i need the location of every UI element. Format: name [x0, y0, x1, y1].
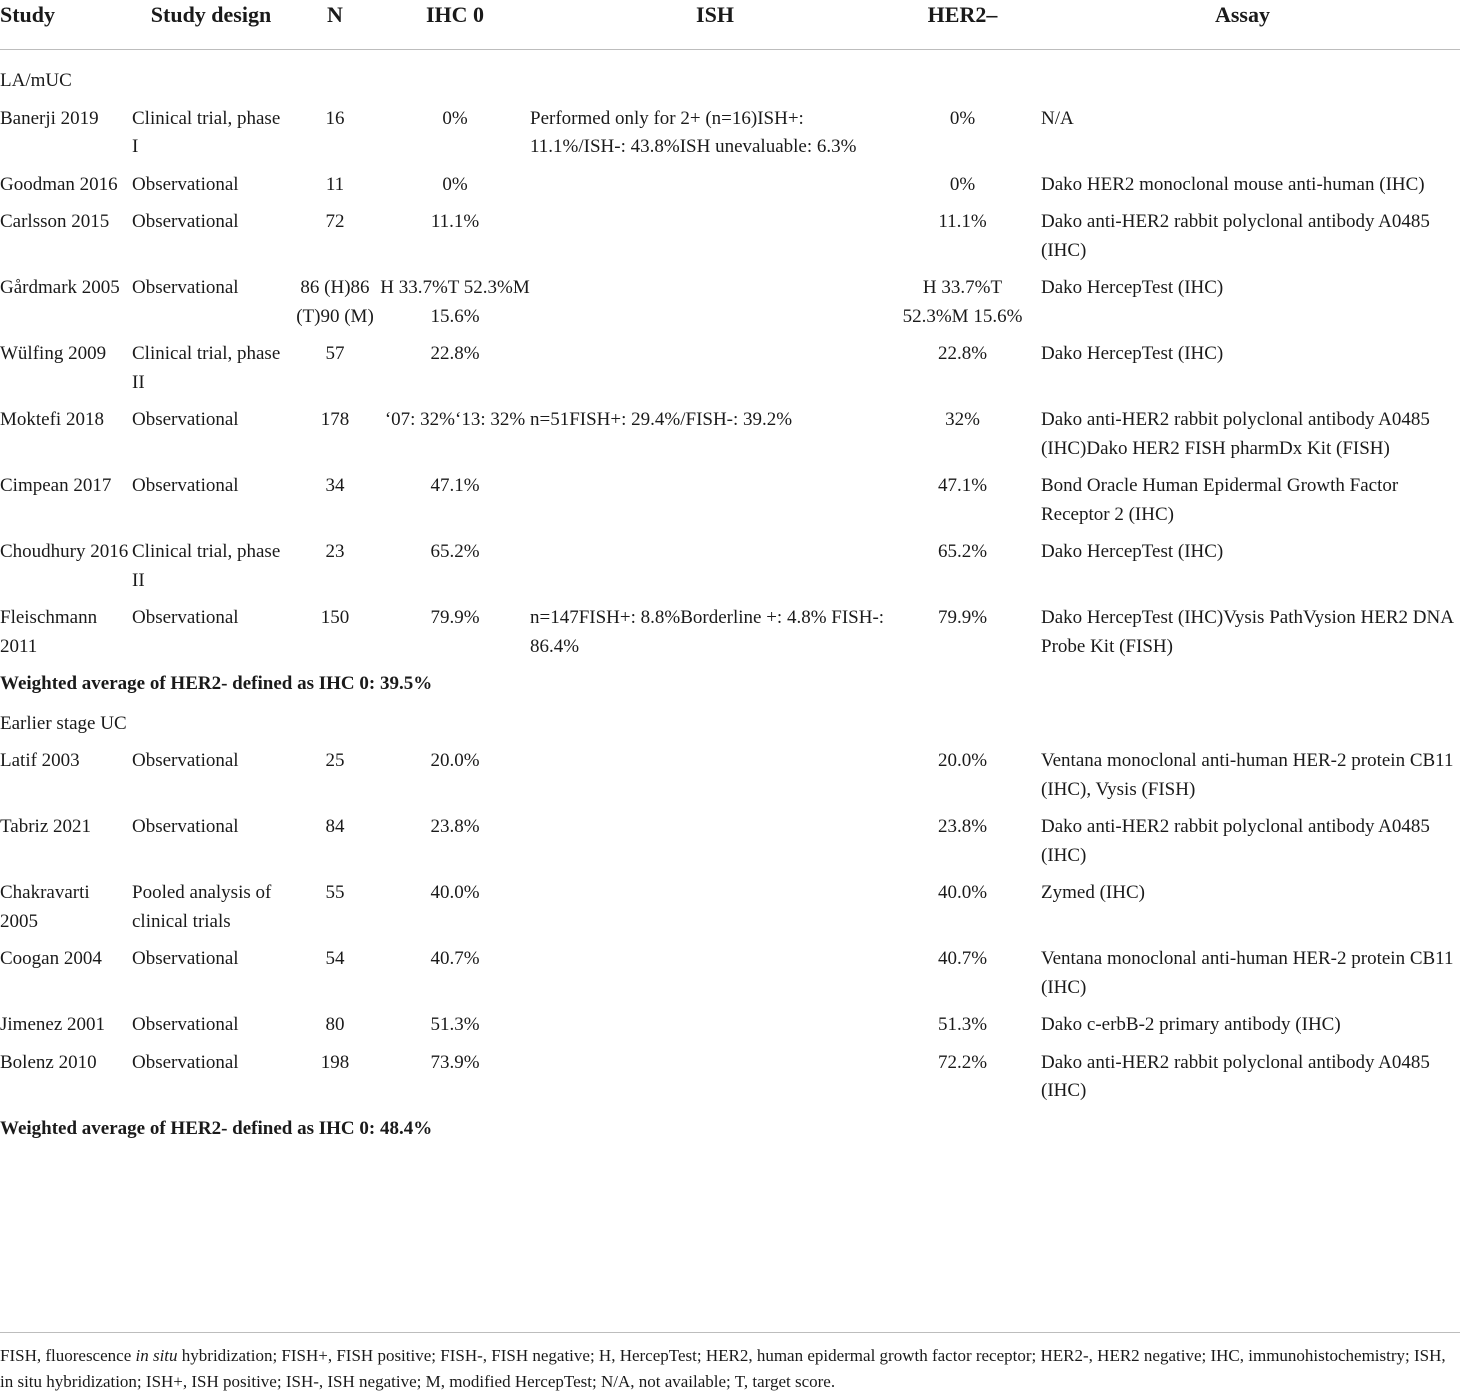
cell-design: Observational: [132, 607, 239, 628]
cell-her2: 22.8%: [937, 343, 988, 364]
cell-ihc0: 79.9%: [430, 607, 480, 628]
table-row: [0, 879, 1460, 945]
cell-design: Clinical trial, phase II: [132, 541, 281, 591]
cell-her2: 23.8%: [937, 816, 988, 837]
cell-her2: 51.3%: [937, 1014, 988, 1035]
cell-n: 34: [325, 475, 345, 496]
cell-study: Chakravarti 2005: [0, 882, 90, 932]
cell-ihc0: 40.7%: [430, 948, 480, 969]
cell-her2: H 33.7%T 52.3%M 15.6%: [902, 277, 1023, 327]
cell-n: 54: [325, 948, 345, 969]
section-label: LA/mUC: [0, 70, 72, 91]
footnote-italic: in situ: [135, 1346, 178, 1365]
cell-design: Pooled analysis of clinical trials: [132, 882, 272, 932]
cell-n: 11: [325, 173, 345, 195]
cell-ihc0: 0%: [442, 173, 468, 195]
cell-design: Observational: [132, 750, 239, 771]
table-row: [0, 171, 1460, 209]
weighted-average-row: [0, 1115, 1460, 1144]
cell-her2: 72.2%: [937, 1051, 988, 1073]
table-row: [0, 274, 1460, 340]
cell-ish: [530, 340, 900, 406]
cell-assay: Bond Oracle Human Epidermal Growth Factor Receptor 2 (IHC): [1041, 475, 1399, 525]
cell-ihc0: 47.1%: [430, 475, 480, 496]
cell-study: Carlsson 2015: [0, 211, 110, 232]
cell-ish: Performed only for 2+ (n=16)ISH+: 11.1%/ISH-: 43.8%ISH unevaluable: 6.3%: [530, 107, 857, 157]
weighted-average: Weighted average of HER2- defined as IHC 0: 48.4%: [0, 1117, 433, 1139]
cell-ihc0: 51.3%: [430, 1014, 480, 1035]
cell-ish: [530, 171, 900, 209]
table-row: [0, 747, 1460, 813]
header-ihc0: IHC 0: [425, 2, 485, 27]
cell-her2: 65.2%: [937, 541, 988, 562]
table-header: [0, 0, 1460, 50]
cell-n: 57: [325, 343, 345, 364]
cell-design: Observational: [132, 1051, 239, 1073]
header-design: Study design: [150, 2, 272, 27]
cell-n: 198: [320, 1051, 350, 1073]
cell-study: Tabriz 2021: [0, 816, 92, 837]
table-row: [0, 1011, 1460, 1049]
cell-n: 84: [325, 816, 345, 837]
cell-study: Latif 2003: [0, 750, 80, 771]
cell-ihc0: ‘07: 32%‘13: 32%: [384, 409, 526, 430]
cell-her2: 32%: [945, 409, 980, 430]
cell-design: Clinical trial, phase II: [132, 343, 281, 393]
table-row: [0, 208, 1460, 274]
cell-her2: 0%: [949, 173, 976, 195]
cell-study: Moktefi 2018: [0, 409, 104, 430]
cell-ish: [530, 1049, 900, 1115]
cell-assay: N/A: [1041, 107, 1074, 129]
table-body: [0, 50, 1460, 1144]
footnote: [0, 1332, 1460, 1395]
cell-ihc0: 22.8%: [430, 343, 480, 364]
cell-design: Observational: [132, 816, 239, 837]
cell-ihc0: 20.0%: [430, 750, 480, 771]
cell-assay: Dako HercepTest (IHC): [1041, 277, 1224, 298]
cell-assay: Dako c-erbB-2 primary antibody (IHC): [1041, 1014, 1341, 1035]
cell-design: Observational: [132, 277, 239, 298]
cell-ihc0: H 33.7%T 52.3%M 15.6%: [380, 277, 530, 327]
header-assay: Assay: [1214, 2, 1270, 27]
section-label: Earlier stage UC: [0, 712, 127, 734]
table-row: [0, 340, 1460, 406]
cell-ish: [530, 538, 900, 604]
cell-study: Bolenz 2010: [0, 1051, 97, 1073]
cell-ihc0: 40.0%: [430, 882, 480, 903]
cell-her2: 11.1%: [938, 211, 987, 232]
cell-ish: [530, 208, 900, 274]
cell-ihc0: 65.2%: [430, 541, 480, 562]
table-row: [0, 945, 1460, 1011]
cell-n: 80: [325, 1014, 345, 1035]
cell-ish: [530, 747, 900, 813]
cell-n: 16: [325, 107, 345, 129]
section-row: [0, 708, 1460, 748]
cell-study: Wülfing 2009: [0, 343, 107, 364]
cell-study: Jimenez 2001: [0, 1014, 106, 1035]
cell-n: 23: [325, 541, 345, 562]
cell-ish: n=147FISH+: 8.8%Borderline +: 4.8% FISH-: 86.4%: [530, 607, 885, 657]
cell-study: Choudhury 2016: [0, 541, 129, 562]
cell-assay: Dako HercepTest (IHC)Vysis PathVysion HER2 DNA Probe Kit (FISH): [1041, 607, 1453, 657]
table-row: [0, 105, 1460, 171]
cell-n: 178: [320, 409, 350, 430]
header-n: N: [327, 2, 343, 27]
table-row: [0, 472, 1460, 538]
cell-ihc0: 0%: [442, 107, 468, 129]
table-row: [0, 1049, 1460, 1115]
table-row: [0, 604, 1460, 670]
cell-ish: n=51FISH+: 29.4%/FISH-: 39.2%: [530, 409, 793, 430]
cell-assay: Ventana monoclonal anti-human HER-2 protein CB11 (IHC): [1041, 948, 1454, 998]
cell-ish: [530, 472, 900, 538]
header-ish: ISH: [696, 2, 734, 27]
cell-ish: [530, 274, 900, 340]
cell-study: Coogan 2004: [0, 948, 102, 969]
cell-assay: Dako HercepTest (IHC): [1041, 343, 1224, 364]
cell-assay: Dako anti-HER2 rabbit polyclonal antibody A0485 (IHC): [1041, 816, 1430, 866]
cell-n: 55: [325, 882, 345, 903]
cell-assay: Dako anti-HER2 rabbit polyclonal antibody A0485 (IHC): [1041, 1051, 1430, 1101]
cell-n: 25: [325, 750, 345, 771]
cell-her2: 79.9%: [937, 607, 988, 628]
cell-design: Observational: [132, 1014, 239, 1035]
section-row: [0, 50, 1460, 105]
header-study: Study: [0, 2, 56, 27]
cell-assay: Dako HercepTest (IHC): [1041, 541, 1224, 562]
cell-study: Banerji 2019: [0, 107, 99, 129]
header-her2: HER2–: [927, 2, 998, 27]
cell-ish: [530, 879, 900, 945]
cell-assay: Dako anti-HER2 rabbit polyclonal antibody A0485 (IHC)Dako HER2 FISH pharmDx Kit (FISH): [1041, 409, 1430, 459]
cell-her2: 40.7%: [937, 948, 988, 969]
cell-design: Clinical trial, phase I: [132, 107, 281, 157]
table-row: [0, 813, 1460, 879]
cell-her2: 0%: [949, 107, 976, 129]
header-row: [0, 0, 1460, 50]
cell-design: Observational: [132, 409, 239, 430]
cell-n: 86 (H)86 (T)90 (M): [296, 277, 374, 327]
weighted-average-row: [0, 670, 1460, 708]
cell-design: Observational: [132, 211, 239, 232]
cell-assay: Ventana monoclonal anti-human HER-2 protein CB11 (IHC), Vysis (FISH): [1041, 750, 1454, 800]
cell-ihc0: 23.8%: [430, 816, 480, 837]
cell-study: Fleischmann 2011: [0, 607, 98, 657]
footnote-part1: FISH, fluorescence: [0, 1346, 136, 1365]
cell-assay: Zymed (IHC): [1041, 882, 1145, 903]
cell-her2: 40.0%: [937, 882, 988, 903]
cell-n: 72: [325, 211, 345, 232]
cell-ihc0: 73.9%: [430, 1051, 480, 1073]
cell-assay: Dako anti-HER2 rabbit polyclonal antibody A0485 (IHC): [1041, 211, 1430, 261]
cell-her2: 20.0%: [937, 750, 988, 771]
cell-design: Observational: [132, 948, 239, 969]
cell-design: Observational: [132, 475, 239, 496]
footnote-part2: hybridization; FISH+, FISH positive; FISH-, FISH negative; H, HercepTest; HER2, human epidermal growth factor receptor; HER2-, HER2 negative; IHC, immunohistochemistry; ISH, in situ hybridization; ISH+, ISH positive; ISH-, ISH negative; M, modified HercepTest; N/A, not available; T, target score.: [0, 1346, 1446, 1391]
cell-study: Goodman 2016: [0, 173, 118, 195]
cell-ish: [530, 813, 900, 879]
cell-assay: Dako HER2 monoclonal mouse anti-human (IHC): [1041, 173, 1425, 195]
cell-ish: [530, 945, 900, 1011]
cell-n: 150: [320, 607, 350, 628]
table-row: [0, 406, 1460, 472]
cell-ihc0: 11.1%: [430, 211, 480, 232]
cell-design: Observational: [132, 173, 239, 195]
cell-study: Gårdmark 2005: [0, 277, 120, 298]
cell-her2: 47.1%: [937, 475, 988, 496]
cell-ish: [530, 1011, 900, 1049]
weighted-average: Weighted average of HER2- defined as IHC 0: 39.5%: [0, 673, 433, 694]
cell-study: Cimpean 2017: [0, 475, 112, 496]
table-row: [0, 538, 1460, 604]
